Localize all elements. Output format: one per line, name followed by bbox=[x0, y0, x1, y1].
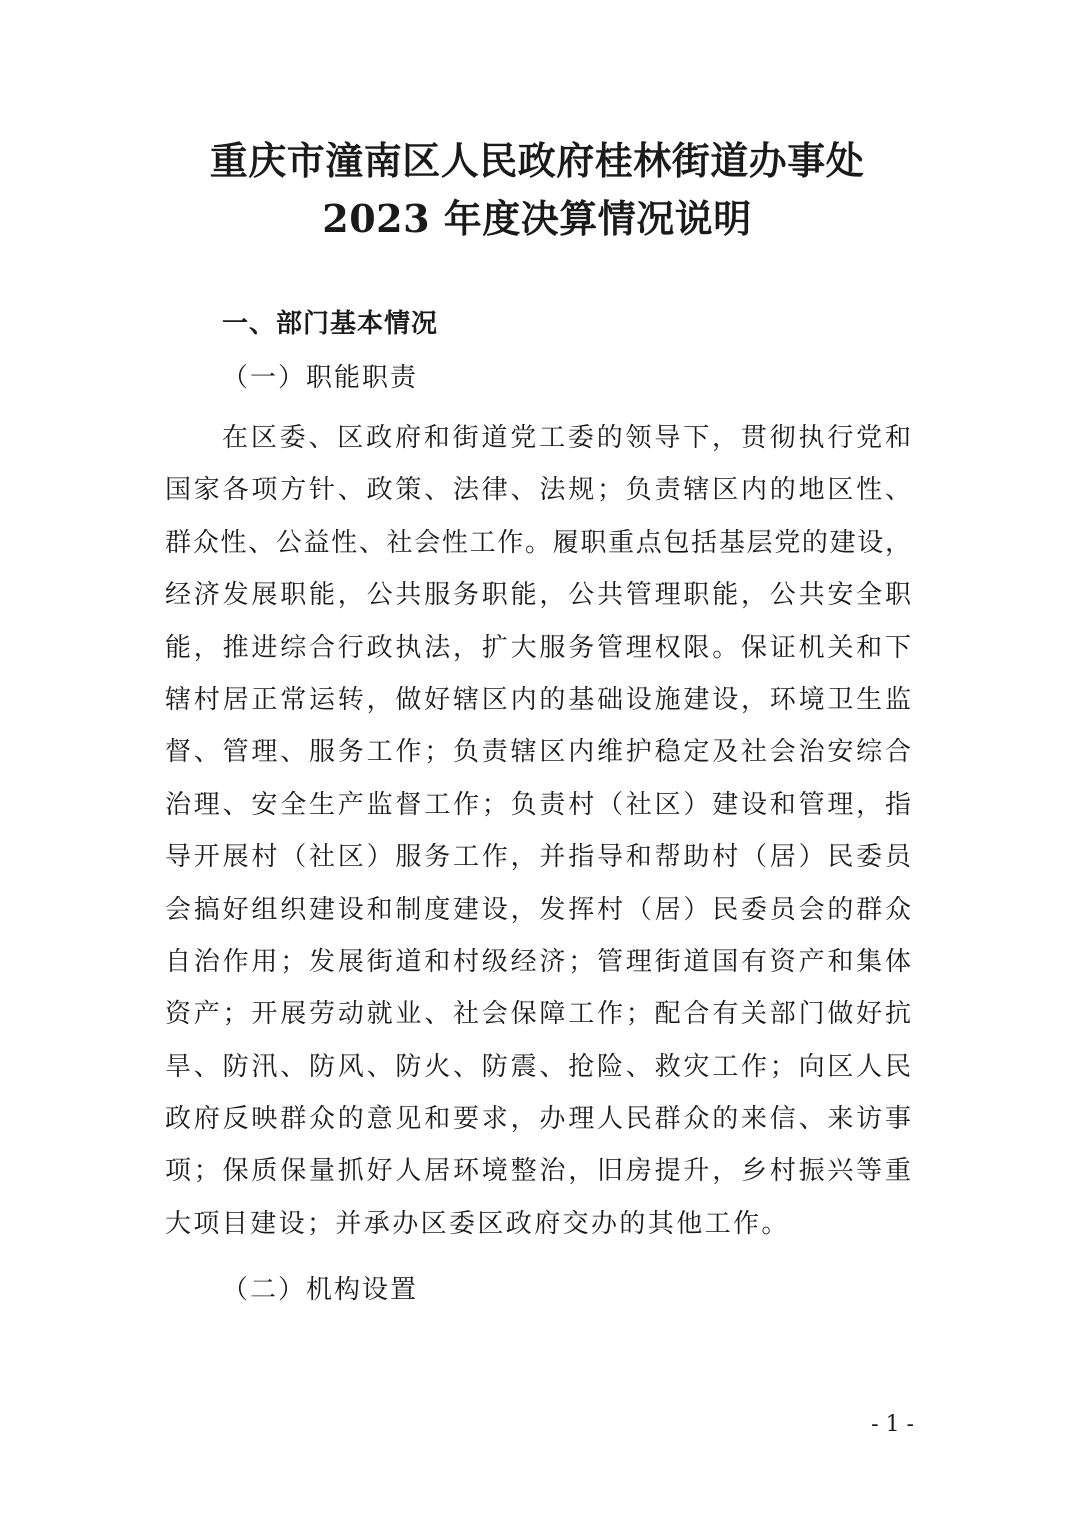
title-line-2: 2023 年度决算情况说明 bbox=[322, 196, 752, 241]
paragraph-line: 资产；开展劳动就业、社会保障工作；配合有关部门做好抗 bbox=[165, 999, 911, 1030]
paragraph-line: 治理、安全生产监督工作；负责村（社区）建设和管理，指 bbox=[165, 789, 911, 820]
page-title bbox=[0, 132, 1074, 248]
paragraph-line: 政府反映群众的意见和要求，办理人民群众的来信、来访事 bbox=[165, 1104, 911, 1135]
paragraph-line: 国家各项方针、政策、法律、法规；负责辖区内的地区性、 bbox=[165, 475, 911, 506]
page-number: - 1 - bbox=[871, 1412, 914, 1437]
title-line-1: 重庆市潼南区人民政府桂林街道办事处 bbox=[209, 138, 865, 183]
section-heading-basic-info: 一、部门基本情况 bbox=[222, 309, 439, 339]
paragraph-line: 大项目建设；并承办区委区政府交办的其他工作。 bbox=[165, 1208, 790, 1239]
paragraph-line: 导开展村（社区）服务工作，并指导和帮助村（居）民委员 bbox=[165, 842, 911, 873]
paragraph-line: 经济发展职能，公共服务职能，公共管理职能，公共安全职 bbox=[165, 580, 911, 611]
subsection-heading-functions: （一）职能职责 bbox=[222, 363, 419, 393]
paragraph-line: 旱、防汛、防风、防火、防震、抢险、救灾工作；向区人民 bbox=[165, 1051, 911, 1082]
subsection-heading-organization: （二）机构设置 bbox=[222, 1275, 419, 1305]
paragraph-line: 自治作用；发展街道和村级经济；管理街道国有资产和集体 bbox=[165, 946, 911, 977]
paragraph-line: 辖村居正常运转，做好辖区内的基础设施建设，环境卫生监 bbox=[165, 684, 911, 715]
paragraph-line: 能，推进综合行政执法，扩大服务管理权限。保证机关和下 bbox=[165, 632, 911, 663]
paragraph-line: 会搞好组织建设和制度建设，发挥村（居）民委员会的群众 bbox=[165, 894, 911, 925]
paragraph-line: 群众性、公益性、社会性工作。履职重点包括基层党的建设， bbox=[165, 527, 911, 558]
paragraph-line: 项；保质保量抓好人居环境整治，旧房提升，乡村振兴等重 bbox=[165, 1156, 911, 1187]
paragraph-line: 督、管理、服务工作；负责辖区内维护稳定及社会治安综合 bbox=[165, 737, 911, 768]
paragraph-line: 在区委、区政府和街道党工委的领导下，贯彻执行党和 bbox=[222, 423, 911, 453]
body-paragraph-functions bbox=[165, 412, 911, 1250]
